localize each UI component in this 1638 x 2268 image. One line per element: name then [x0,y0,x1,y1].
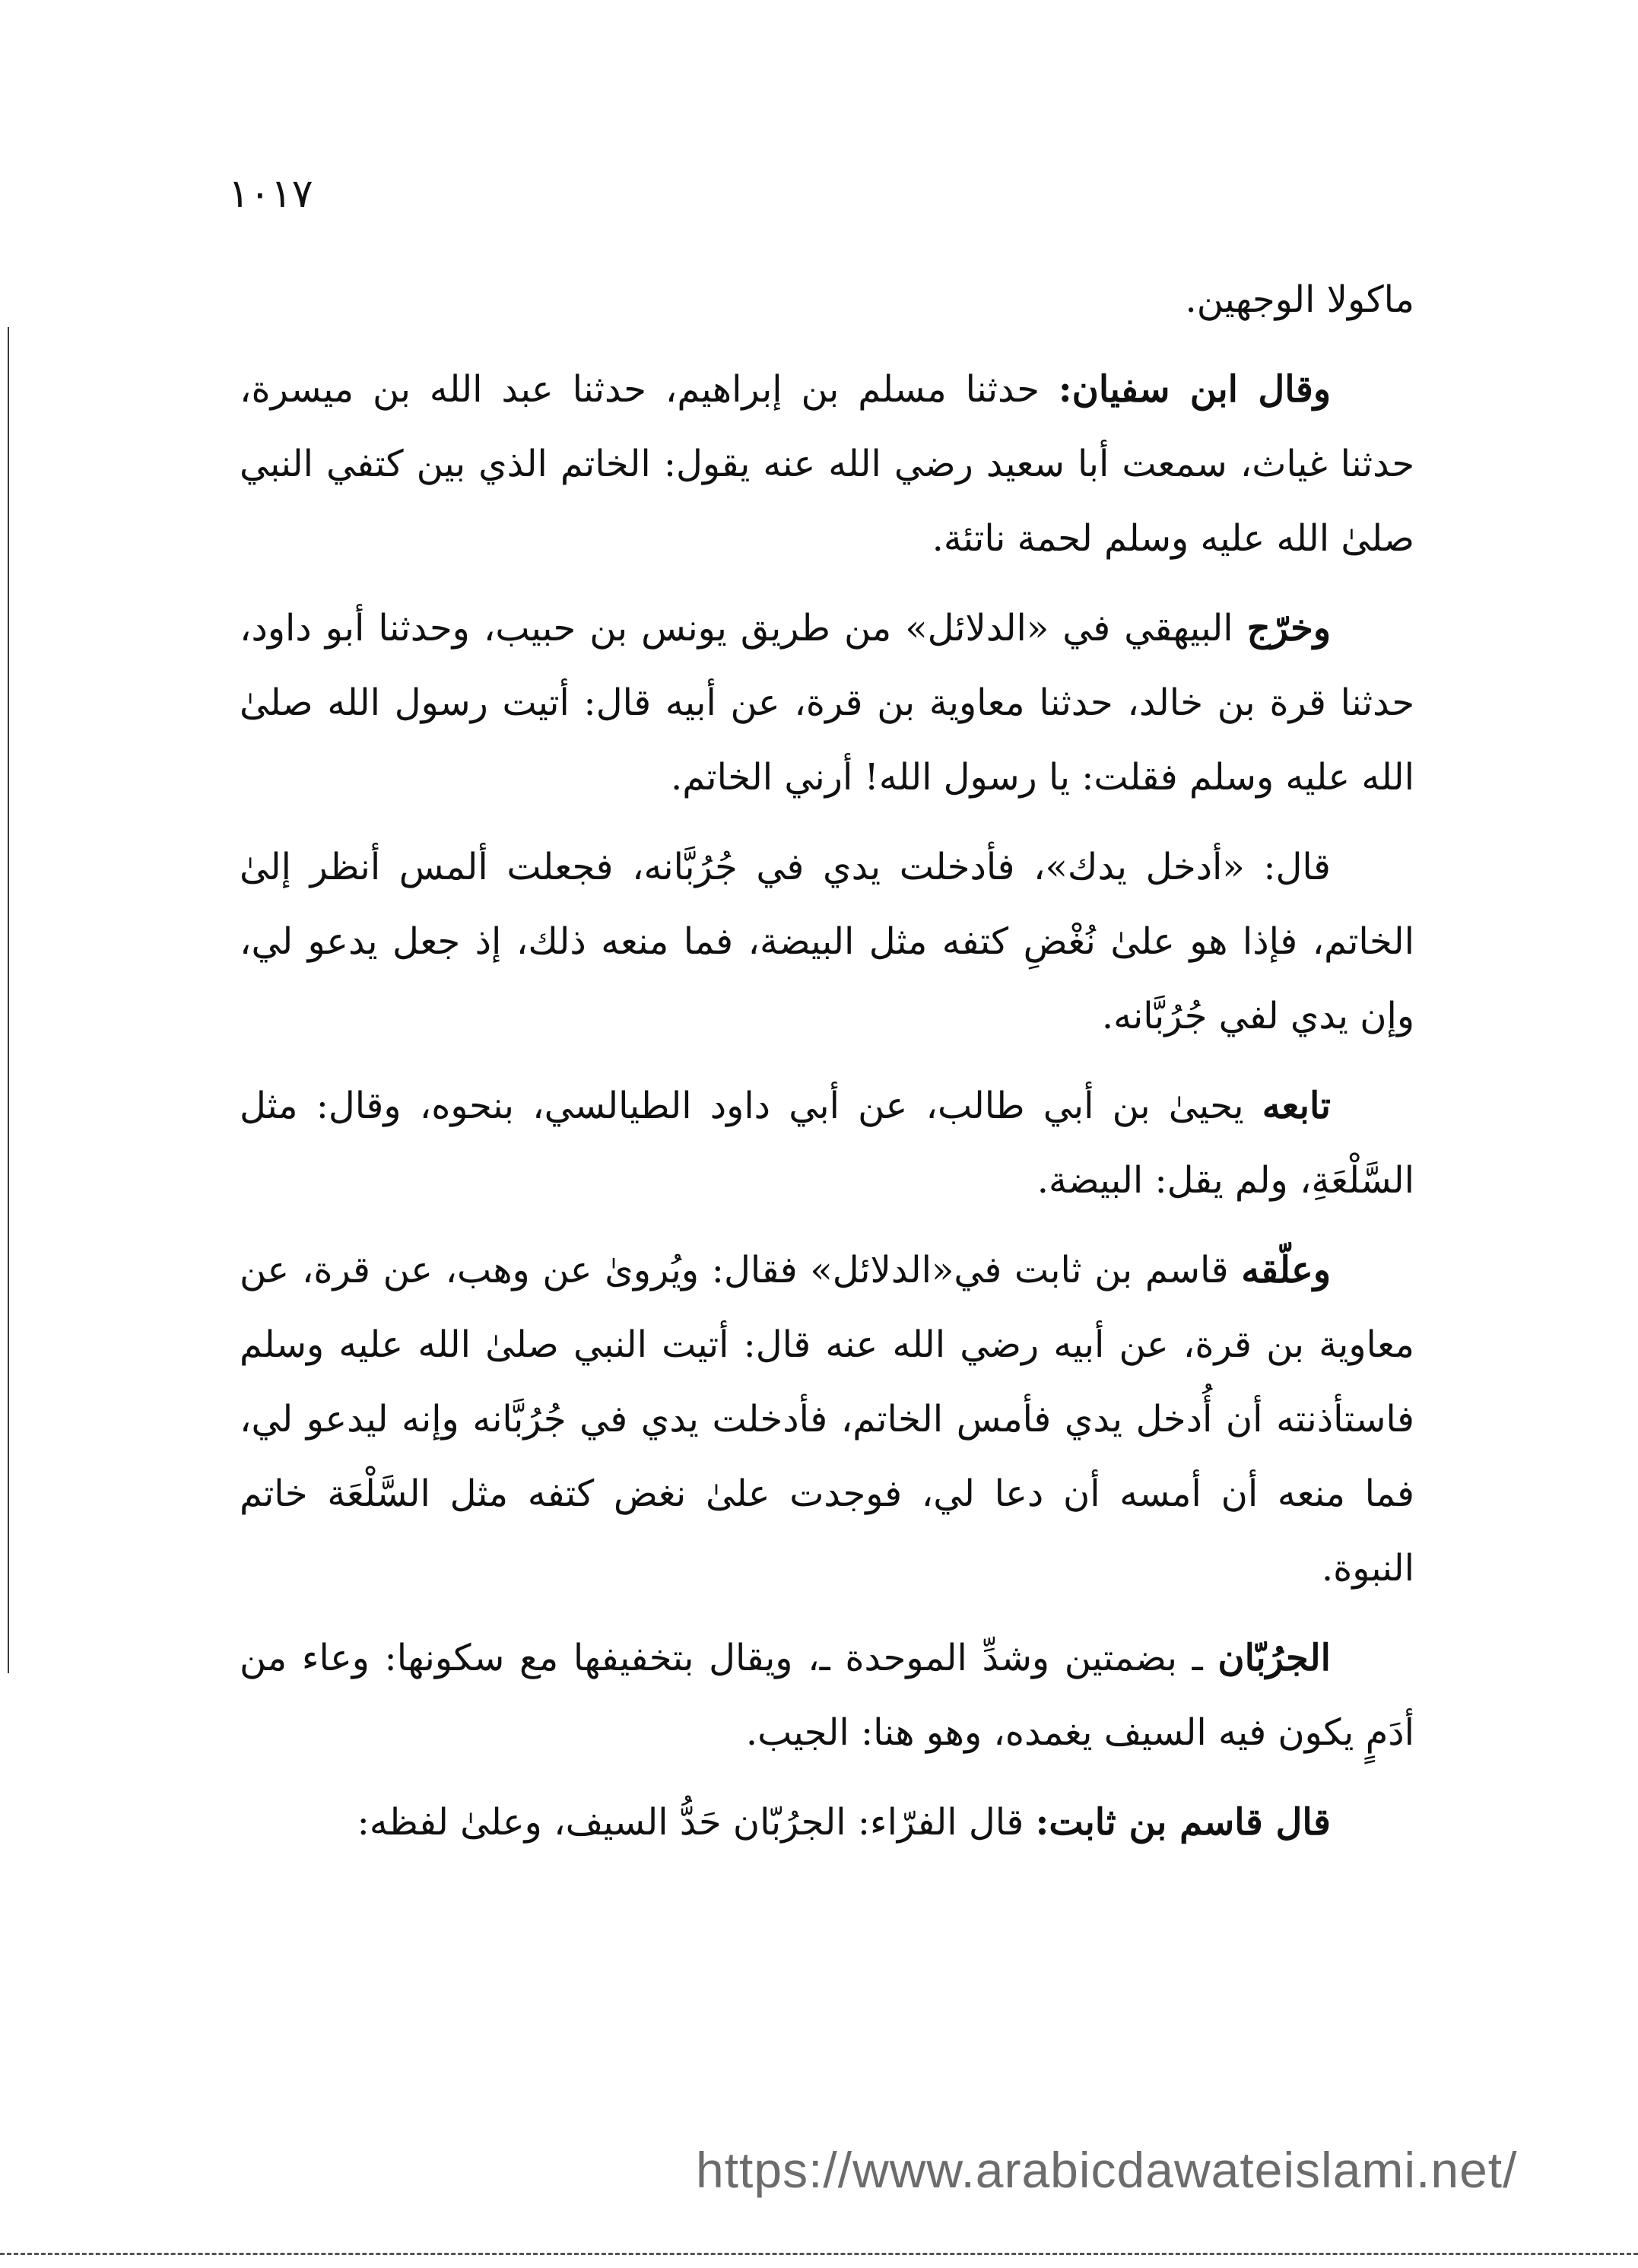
paragraph-5 [240,1069,1414,1218]
paragraph-4-text: قال: «أدخل يدك»، فأدخلت يدي في جُرُبَّانه، فجعلت ألمس أنظر إلىٰ الخاتم، فإذا هو علىٰ نُغْضِ كتفه مثل البيضة، فما منعه ذلك، إذ جعل يدعو لي، وإن يدي لفي جُرُبَّانه. [240,846,1414,1037]
paragraph-3 [240,591,1414,815]
body-text [240,262,1414,1875]
paragraph-8-text: قال الفرّاء: الجرُبّان حَدُّ السيف، وعلىٰ لفظه: [357,1801,1036,1844]
left-margin-rule [8,327,9,1673]
watermark-url: https://www.arabicdawateislami.net/ [696,2142,1518,2198]
paragraph-5-lead: تابعه [1262,1085,1331,1127]
paragraph-8 [240,1785,1414,1860]
paragraph-7 [240,1621,1414,1770]
paragraph-3-lead: وخرّج [1246,607,1331,650]
page-number: ١٠١٧ [228,171,313,217]
paragraph-8-lead: قال قاسم بن ثابت: [1035,1801,1331,1844]
paragraph-7-lead: الجرُبّان [1217,1637,1331,1679]
paragraph-1-text: ماكولا الوجهين. [1185,278,1414,321]
paragraph-6-text: قاسم بن ثابت في«الدلائل» فقال: ويُروىٰ عن وهب، عن قرة، عن معاوية بن قرة، عن أبيه رضي الله عنه قال: أتيت النبي صلىٰ الله عليه وسلم فاستأذنته أن أُدخل يدي فأمس الخاتم، فأدخلت يدي في جُرُبَّانه وإنه ليدعو لي، فما منعه أن أمسه أن دعا لي، فوجدت علىٰ نغض كتفه مثل السَّلْعَة خاتم النبوة. [240,1249,1414,1590]
paragraph-2-text: حدثنا مسلم بن إبراهيم، حدثنا عبد الله بن ميسرة، حدثنا غياث، سمعت أبا سعيد رضي الله عنه يقول: الخاتم الذي بين كتفي النبي صلىٰ الله عليه وسلم لحمة ناتئة. [240,368,1414,560]
paragraph-4 [240,830,1414,1053]
paragraph-2 [240,352,1414,576]
bottom-dashed-rule [0,2253,1638,2255]
paragraph-6-lead: وعلّقه [1241,1249,1331,1291]
paragraph-7-text: ـ بضمتين وشدِّ الموحدة ـ، ويقال بتخفيفها مع سكونها: وعاء من أدَمٍ يكون فيه السيف يغمده، وهو هنا: الجيب. [240,1637,1414,1754]
paragraph-2-lead: وقال ابن سفيان: [1058,368,1332,411]
paragraph-1 [240,262,1414,337]
paragraph-6 [240,1233,1414,1606]
paragraph-5-text: يحيىٰ بن أبي طالب، عن أبي داود الطيالسي، بنحوه، وقال: مثل السَّلْعَةِ، ولم يقل: البيضة. [240,1085,1414,1202]
paragraph-3-text: البيهقي في «الدلائل» من طريق يونس بن حبيب، وحدثنا أبو داود، حدثنا قرة بن خالد، حدثنا معاوية بن قرة، عن أبيه قال: أتيت رسول الله صلىٰ الله عليه وسلم فقلت: يا رسول الله! أرني الخاتم. [240,607,1414,799]
